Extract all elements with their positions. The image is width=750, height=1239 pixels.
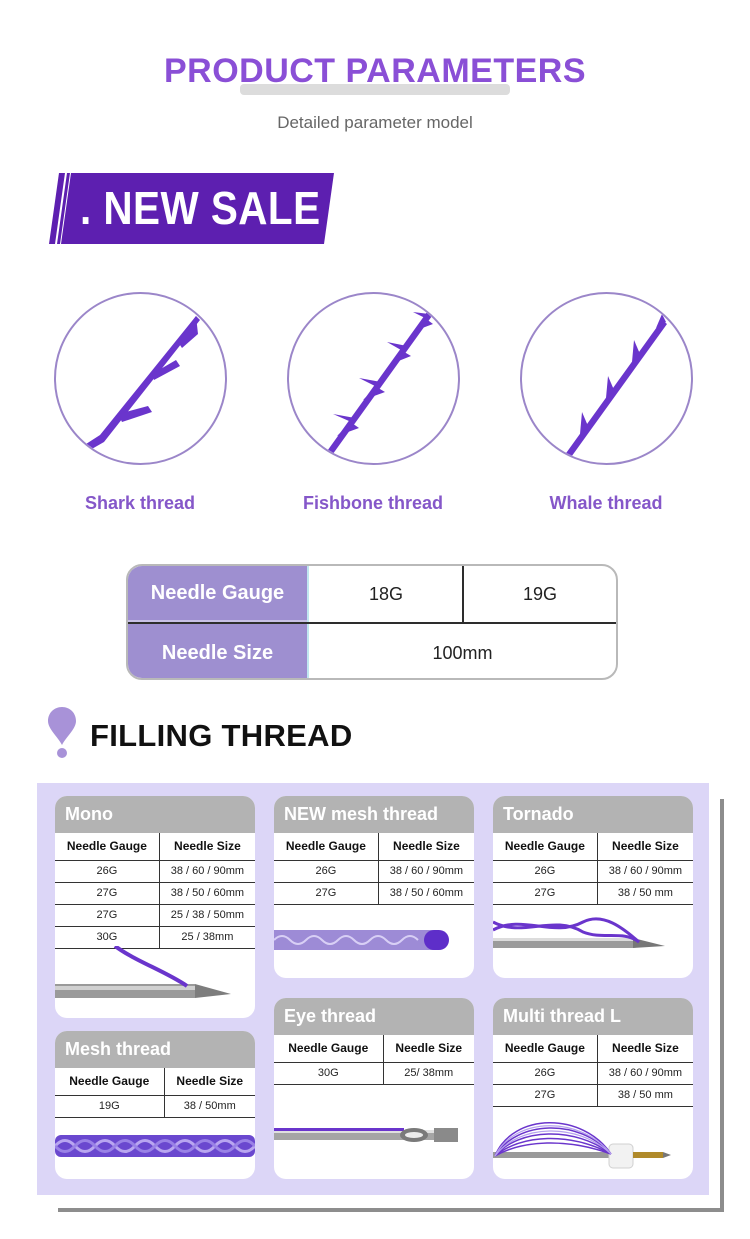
eye-thread-table: Needle Gauge Needle Size 30G 25/ 38mm (274, 1035, 474, 1085)
multi-thread-needle-image (493, 1108, 693, 1176)
needle-gauge-row (128, 566, 616, 624)
table-row: 27G 38 / 50 / 60mm (55, 882, 255, 904)
table-row: 19G 38 / 50mm (55, 1095, 255, 1117)
shark-thread-label: Shark thread (84, 493, 196, 513)
mono-table (55, 833, 255, 949)
col-needle-size: Needle Size (159, 833, 255, 860)
fishbone-thread-card (287, 292, 462, 465)
col-needle-gauge: Needle Gauge (55, 833, 159, 860)
eye-thread-title: Eye thread (274, 998, 474, 1035)
table-row: 26G 38 / 60 / 90mm (55, 860, 255, 882)
table-row: 30G 25 / 38mm (55, 926, 255, 948)
new-mesh-thread-card (274, 796, 474, 978)
shark-thread-image (54, 292, 227, 465)
mesh-thread-table: Needle Gauge Needle Size 19G 38 / 50mm (55, 1068, 255, 1118)
tornado-needle-image (493, 908, 693, 968)
new-mesh-needle-image (274, 920, 474, 960)
whale-thread-label: Whale thread (549, 493, 663, 513)
table-row: 30G 25/ 38mm (274, 1062, 474, 1084)
eye-thread-card (274, 998, 474, 1179)
page-subtitle: Detailed parameter model (277, 113, 473, 132)
table-row: 27G 25 / 38 / 50mm (55, 904, 255, 926)
multi-thread-l-table: Needle Gauge Needle Size 26G 38 / 60 / 90mm 27G 38 / 50 mm (493, 1035, 693, 1107)
fishbone-thread-label: Fishbone thread (302, 493, 443, 513)
table-row: 27G 38 / 50 mm (493, 1084, 693, 1106)
fishbone-thread-image (287, 292, 460, 465)
new-sale-banner (54, 173, 329, 244)
mesh-thread-title: Mesh thread (55, 1031, 255, 1068)
shark-thread-card (54, 292, 229, 465)
tornado-title: Tornado (493, 796, 693, 833)
size-value: 100mm (432, 642, 493, 663)
mono-title: Mono (55, 796, 255, 833)
whale-thread-card (520, 292, 695, 465)
needle-size-label: Needle Size (128, 624, 307, 680)
gauge-value-18g: 18G (368, 583, 404, 604)
table-row: 26G 38 / 60 / 90mm (493, 860, 693, 882)
multi-thread-l-card (493, 998, 693, 1179)
mono-card (55, 796, 255, 1018)
eye-needle-image (274, 1116, 474, 1156)
new-mesh-thread-table: Needle Gauge Needle Size 26G 38 / 60 / 90mm 27G 38 / 50 / 60mm (274, 833, 474, 905)
needle-size-row (128, 624, 616, 680)
table-row: 27G 38 / 50 mm (493, 882, 693, 904)
new-mesh-thread-title: NEW mesh thread (274, 796, 474, 833)
table-row: 26G 38 / 60 / 90mm (274, 860, 474, 882)
tornado-card (493, 796, 693, 978)
whale-thread-image (520, 292, 693, 465)
mono-needle-image (55, 946, 255, 1016)
table-row: 27G 38 / 50 / 60mm (274, 882, 474, 904)
mesh-thread-card (55, 1031, 255, 1179)
needle-gauge-label: Needle Gauge (128, 566, 307, 622)
multi-thread-l-title: Multi thread L (493, 998, 693, 1035)
new-sale-text: . NEW SALE (80, 182, 321, 234)
needle-param-table (126, 564, 618, 680)
mesh-thread-image (55, 1127, 255, 1167)
page-title: PRODUCT PARAMETERS (163, 52, 587, 90)
table-row: 26G 38 / 60 / 90mm (493, 1062, 693, 1084)
location-pin-icon (48, 707, 76, 764)
gauge-value-19g: 19G (522, 583, 558, 604)
filling-thread-title: FILLING THREAD (90, 718, 353, 753)
tornado-table: Needle Gauge Needle Size 26G 38 / 60 / 90mm 27G 38 / 50 mm (493, 833, 693, 905)
